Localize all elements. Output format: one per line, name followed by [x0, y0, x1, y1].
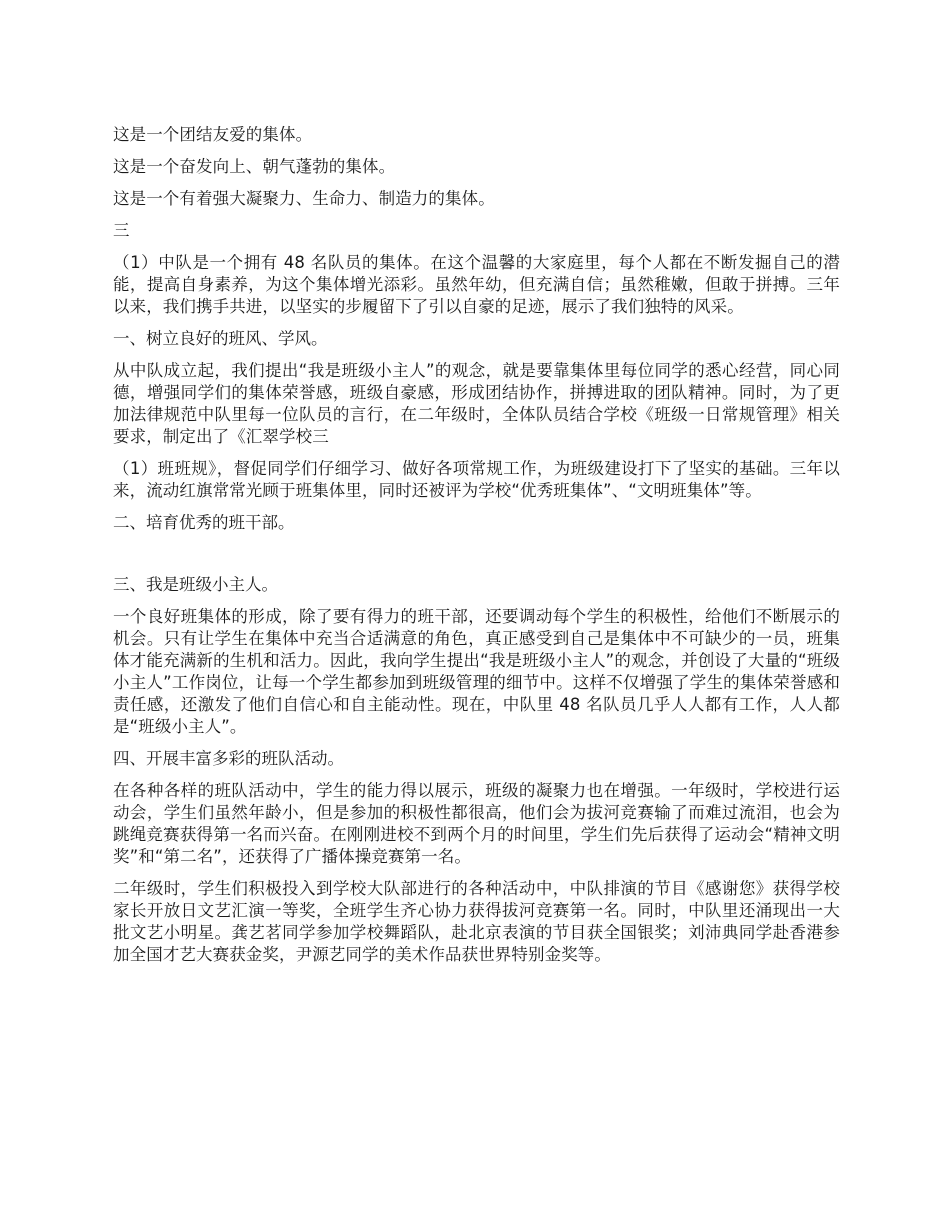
paragraph-1: 这是一个团结友爱的集体。 — [113, 125, 313, 144]
section-heading-3: 三、我是班级小主人。 — [113, 575, 278, 594]
paragraph-section-4-cont: 二年级时，学生们积极投入到学校大队部进行的各种活动中，中队排演的节目《感谢您》获得学校家长开放日文艺汇演一等奖，全班学生齐心协力获得拔河竞赛第一名。同时，中队里还涌现出一大批文艺小明星。龚艺茗同学参加学校舞蹈队，赴北京表演的节目获全国银奖；刘沛典同学赴香港参加全国才艺大赛获金奖，尹源艺同学的美术作品获世界特别金奖等。 — [113, 879, 840, 964]
section-heading-2: 二、培育优秀的班干部。 — [113, 513, 295, 532]
paragraph-4: 三 — [113, 221, 130, 240]
paragraph-section-1: 从中队成立起，我们提出“我是班级小主人”的观念，就是要靠集体里每位同学的悉心经营，同心同德，增强同学们的集体荣誉感，班级自豪感，形成团结协作，拼搏进取的团队精神。同时，为了更加法律规范中队里每一位队员的言行，在二年级时，全体队员结合学校《班级一日常规管理》相关要求，制定出了《汇翠学校三 — [113, 361, 840, 446]
paragraph-intro: （1）中队是一个拥有 48 名队员的集体。在这个温馨的大家庭里，每个人都在不断发掘自己的潜能，提高自身素养，为这个集体增光添彩。虽然年幼，但充满自信；虽然稚嫩，但敢于拼搏。三年以来，我们携手共进，以坚实的步履留下了引以自豪的足迹，展示了我们独特的风采。 — [113, 253, 840, 316]
paragraph-section-3: 一个良好班集体的形成，除了要有得力的班干部，还要调动每个学生的积极性，给他们不断展示的机会。只有让学生在集体中充当合适满意的角色，真正感受到自己是集体中不可缺少的一员，班集体才能充满新的生机和活力。因此，我向学生提出“我是班级小主人”的观念，并创设了大量的“班级小主人”工作岗位，让每一个学生都参加到班级管理的细节中。这样不仅增强了学生的集体荣誉感和责任感，还激发了他们自信心和自主能动性。现在，中队里 48 名队员几乎人人都有工作，人人都是“班级小主人”。 — [113, 607, 840, 736]
paragraph-section-1-cont: （1）班班规》，督促同学们仔细学习、做好各项常规工作，为班级建设打下了坚实的基础。三年以来，流动红旗常常光顾于班集体里，同时还被评为学校“优秀班集体”、“文明班集体”等。 — [113, 459, 840, 500]
blank-gap — [113, 544, 840, 574]
paragraph-section-4: 在各种各样的班队活动中，学生的能力得以展示，班级的凝聚力也在增强。一年级时，学校进行运动会，学生们虽然年龄小，但是参加的积极性都很高，他们会为拔河竞赛输了而难过流泪，也会为跳绳竞赛获得第一名而兴奋。在刚刚进校不到两个月的时间里，学生们先后获得了运动会“精神文明奖”和“第二名”，还获得了广播体操竞赛第一名。 — [113, 781, 840, 866]
section-heading-4: 四、开展丰富多彩的班队活动。 — [113, 749, 344, 768]
paragraph-2: 这是一个奋发向上、朝气蓬勃的集体。 — [113, 157, 396, 176]
paragraph-3: 这是一个有着强大凝聚力、生命力、制造力的集体。 — [113, 189, 495, 208]
document-page — [113, 124, 840, 976]
section-heading-1: 一、树立良好的班风、学风。 — [113, 329, 328, 348]
